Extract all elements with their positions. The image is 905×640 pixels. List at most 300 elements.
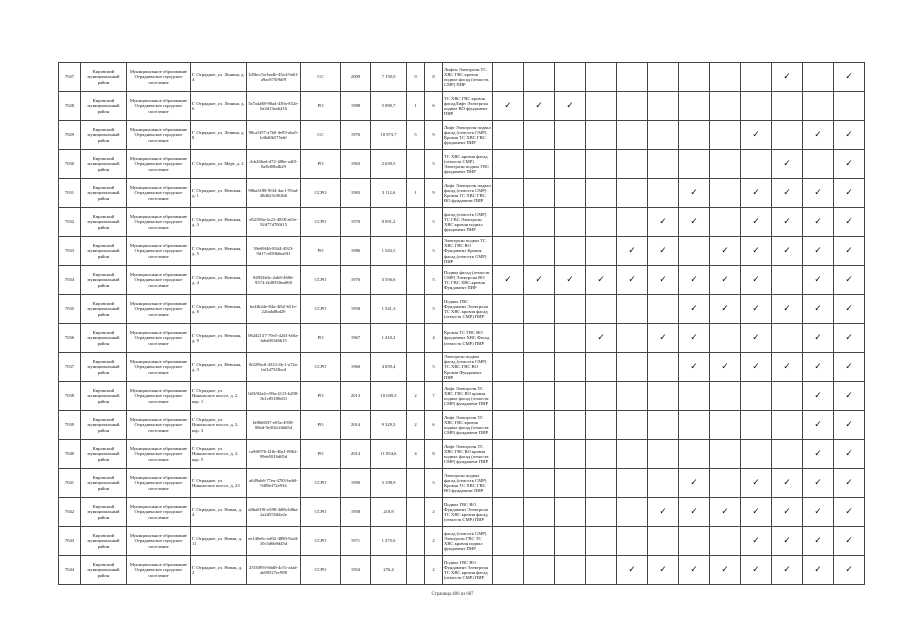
- year-cell: 1967: [341, 324, 371, 353]
- empty-check-cell: [586, 411, 617, 440]
- district-cell: Кировский муниципальный район: [81, 411, 127, 440]
- check-mark-icon: ✓: [772, 150, 803, 179]
- area-cell: 11 854,6: [371, 440, 407, 469]
- page-footer: Страница 486 из 687: [431, 592, 474, 597]
- empty-check-cell: [772, 324, 803, 353]
- table-row: [59, 353, 865, 382]
- area-cell: 7 150,0: [371, 63, 407, 92]
- check-mark-icon: ✓: [834, 179, 865, 208]
- row-number: 7027: [59, 63, 81, 92]
- empty-check-cell: [710, 92, 741, 121]
- check-mark-icon: ✓: [741, 295, 772, 324]
- owner-cell: Муниципальное образование Отрадненское городское поселение: [127, 92, 191, 121]
- empty-check-cell: [555, 237, 586, 266]
- floors-cell: [407, 150, 425, 179]
- owner-cell: Муниципальное образование Отрадненское городское поселение: [127, 63, 191, 92]
- empty-check-cell: [648, 92, 679, 121]
- works-cell: Лифт Электроэн подвал фасад (отмостк СМР) Кровля ТС ХВС ГВС ВО фундамент ПИР: [443, 179, 493, 208]
- area-cell: 10 973,7: [371, 121, 407, 150]
- check-mark-icon: ✓: [772, 63, 803, 92]
- table-row: [59, 179, 865, 208]
- type-cell: CCPO: [301, 353, 341, 382]
- works-cell: Подвал ГВС ВО Фундамент Электроэн ТС ХВС кровля фасад (отмостк СМР) ПИР: [443, 498, 493, 527]
- empty-check-cell: [586, 527, 617, 556]
- owner-cell: Муниципальное образование Отрадненское городское поселение: [127, 498, 191, 527]
- row-number: 7039: [59, 411, 81, 440]
- area-cell: 276,4: [371, 556, 407, 585]
- empty-check-cell: [555, 353, 586, 382]
- check-mark-icon: ✓: [834, 411, 865, 440]
- row-number: 7037: [59, 353, 81, 382]
- empty-check-cell: [772, 92, 803, 121]
- check-mark-icon: ✓: [710, 266, 741, 295]
- type-cell: PO: [301, 440, 341, 469]
- check-mark-icon: ✓: [772, 179, 803, 208]
- registry-table-sheet: [58, 62, 854, 585]
- check-mark-icon: ✓: [648, 266, 679, 295]
- check-mark-icon: ✓: [586, 266, 617, 295]
- check-mark-icon: ✓: [772, 527, 803, 556]
- area-cell: 2 639,5: [371, 150, 407, 179]
- empty-check-cell: [648, 121, 679, 150]
- check-mark-icon: ✓: [741, 266, 772, 295]
- works-cell: Подвал ГВС Фундамент Электроэн ТС ХВС кровля фасад (отмостк СМР) ПИР: [443, 295, 493, 324]
- table-row: [59, 237, 865, 266]
- year-cell: 1976: [341, 266, 371, 295]
- year-cell: 1958: [341, 295, 371, 324]
- empty-check-cell: [493, 556, 524, 585]
- works-cell: Электроэн подвал фасад (отмостк СМР) ТС ХВС ГВС ВО Кровля Фундамент ПИР: [443, 353, 493, 382]
- table-row: [59, 150, 865, 179]
- check-mark-icon: ✓: [710, 556, 741, 585]
- house-code-cell: 39e69f46-8344-4923-9d17-df59b6ea9f1: [247, 237, 301, 266]
- row-number: 7030: [59, 150, 81, 179]
- entrances-cell: 5: [425, 150, 443, 179]
- check-mark-icon: ✓: [803, 353, 834, 382]
- district-cell: Кировский муниципальный район: [81, 266, 127, 295]
- table-row: [59, 556, 865, 585]
- row-number: 7031: [59, 179, 81, 208]
- check-mark-icon: ✓: [710, 295, 741, 324]
- empty-check-cell: [617, 295, 648, 324]
- empty-check-cell: [617, 411, 648, 440]
- type-cell: PO: [301, 150, 341, 179]
- check-mark-icon: ✓: [834, 324, 865, 353]
- check-mark-icon: ✓: [617, 556, 648, 585]
- empty-check-cell: [772, 440, 803, 469]
- year-cell: 2014: [341, 440, 371, 469]
- type-cell: PO: [301, 382, 341, 411]
- empty-check-cell: [617, 208, 648, 237]
- entrances-cell: 2: [425, 556, 443, 585]
- address-cell: Г. Отрадное, ул. Новая, д. 4: [191, 498, 247, 527]
- floors-cell: [407, 498, 425, 527]
- owner-cell: Муниципальное образование Отрадненское городское поселение: [127, 469, 191, 498]
- check-mark-icon: ✓: [803, 179, 834, 208]
- empty-check-cell: [710, 527, 741, 556]
- floors-cell: 5: [407, 121, 425, 150]
- entrances-cell: 8: [425, 63, 443, 92]
- type-cell: CCPO: [301, 556, 341, 585]
- check-mark-icon: ✓: [772, 295, 803, 324]
- check-mark-icon: ✓: [741, 324, 772, 353]
- empty-check-cell: [555, 179, 586, 208]
- works-cell: ТС ХВС кровля фасад (отмостк СМР) Электроэн подвал ГВС фундамент ПИР: [443, 150, 493, 179]
- empty-check-cell: [741, 382, 772, 411]
- empty-check-cell: [586, 498, 617, 527]
- empty-check-cell: [493, 527, 524, 556]
- district-cell: Кировский муниципальный район: [81, 63, 127, 92]
- year-cell: 1958: [341, 498, 371, 527]
- empty-check-cell: [803, 63, 834, 92]
- type-cell: PO: [301, 324, 341, 353]
- check-mark-icon: ✓: [741, 527, 772, 556]
- empty-check-cell: [679, 527, 710, 556]
- type-cell: CC: [301, 63, 341, 92]
- address-cell: Г. Отрадное, ул. Невская, д. 3: [191, 208, 247, 237]
- house-code-cell: 0f229bc6-4323-4fc1-a72a-faf1d75f3bcd: [247, 353, 301, 382]
- check-mark-icon: ✓: [679, 208, 710, 237]
- row-number: 7035: [59, 295, 81, 324]
- empty-check-cell: [648, 469, 679, 498]
- floors-cell: [407, 353, 425, 382]
- empty-check-cell: [679, 92, 710, 121]
- check-mark-icon: ✓: [803, 237, 834, 266]
- table-row: [59, 498, 865, 527]
- empty-check-cell: [648, 440, 679, 469]
- check-mark-icon: ✓: [586, 324, 617, 353]
- row-number: 7042: [59, 498, 81, 527]
- year-cell: 1954: [341, 556, 371, 585]
- area-cell: 5 198,9: [371, 469, 407, 498]
- empty-check-cell: [524, 150, 555, 179]
- check-mark-icon: ✓: [834, 121, 865, 150]
- entrances-cell: 7: [425, 382, 443, 411]
- owner-cell: Муниципальное образование Отрадненское городское поселение: [127, 121, 191, 150]
- address-cell: Г. Отрадное, ул. Никольское шоссе, д. 2, кор. 3: [191, 411, 247, 440]
- floors-cell: [407, 237, 425, 266]
- area-cell: 210,8: [371, 498, 407, 527]
- check-mark-icon: ✓: [803, 295, 834, 324]
- empty-check-cell: [493, 208, 524, 237]
- empty-check-cell: [617, 324, 648, 353]
- check-mark-icon: ✓: [834, 469, 865, 498]
- empty-check-cell: [493, 353, 524, 382]
- empty-check-cell: [741, 150, 772, 179]
- year-cell: 1983: [341, 179, 371, 208]
- floors-cell: 1: [407, 179, 425, 208]
- table-row: [59, 469, 865, 498]
- check-mark-icon: ✓: [741, 121, 772, 150]
- empty-check-cell: [772, 382, 803, 411]
- area-cell: 10 049,5: [371, 382, 407, 411]
- row-number: 7044: [59, 556, 81, 585]
- empty-check-cell: [586, 237, 617, 266]
- area-cell: 3 112,6: [371, 179, 407, 208]
- empty-check-cell: [524, 121, 555, 150]
- district-cell: Кировский муниципальный район: [81, 179, 127, 208]
- check-mark-icon: ✓: [803, 411, 834, 440]
- address-cell: Г. Отрадное, ул. Невская, д. 8: [191, 295, 247, 324]
- empty-check-cell: [710, 440, 741, 469]
- owner-cell: Муниципальное образование Отрадненское городское поселение: [127, 382, 191, 411]
- check-mark-icon: ✓: [834, 150, 865, 179]
- type-cell: PO: [301, 237, 341, 266]
- owner-cell: Муниципальное образование Отрадненское городское поселение: [127, 208, 191, 237]
- empty-check-cell: [679, 411, 710, 440]
- empty-check-cell: [524, 179, 555, 208]
- empty-check-cell: [586, 469, 617, 498]
- works-cell: Кровля ТС ГВС ВО фундамент ХВС Фасад (отмостк СМР) ПИР: [443, 324, 493, 353]
- empty-check-cell: [710, 121, 741, 150]
- house-code-cell: d4ba019f-e588-4d0b-b8ba-2a2d555d4e2e: [247, 498, 301, 527]
- check-mark-icon: ✓: [524, 92, 555, 121]
- empty-check-cell: [586, 353, 617, 382]
- check-mark-icon: ✓: [741, 237, 772, 266]
- check-mark-icon: ✓: [834, 556, 865, 585]
- empty-check-cell: [586, 150, 617, 179]
- empty-check-cell: [555, 440, 586, 469]
- empty-check-cell: [555, 498, 586, 527]
- empty-check-cell: [586, 382, 617, 411]
- check-mark-icon: ✓: [741, 556, 772, 585]
- entrances-cell: 2: [425, 498, 443, 527]
- floors-cell: 2: [407, 411, 425, 440]
- empty-check-cell: [493, 382, 524, 411]
- empty-check-cell: [524, 527, 555, 556]
- year-cell: 1963: [341, 150, 371, 179]
- empty-check-cell: [524, 440, 555, 469]
- empty-check-cell: [493, 63, 524, 92]
- empty-check-cell: [555, 324, 586, 353]
- works-cell: Лифты Электроэн ТС ХВС ГВС кровля подвал фасад (отмостк СМР) ПИР: [443, 63, 493, 92]
- empty-check-cell: [493, 237, 524, 266]
- check-mark-icon: ✓: [648, 556, 679, 585]
- check-mark-icon: ✓: [834, 295, 865, 324]
- owner-cell: Муниципальное образование Отрадненское городское поселение: [127, 324, 191, 353]
- area-cell: 3 556,6: [371, 266, 407, 295]
- empty-check-cell: [741, 92, 772, 121]
- check-mark-icon: ✓: [834, 237, 865, 266]
- row-number: 7028: [59, 92, 81, 121]
- entrances-cell: 5: [425, 469, 443, 498]
- floors-cell: 1: [407, 92, 425, 121]
- entrances-cell: 9: [425, 121, 443, 150]
- entrances-cell: 5: [425, 353, 443, 382]
- owner-cell: Муниципальное образование Отрадненское городское поселение: [127, 179, 191, 208]
- empty-check-cell: [555, 411, 586, 440]
- works-cell: Подвал фасад (отмостк СМР) Электроэн ВО ТС ГВС ХВС кровля Фундамент ПИР: [443, 266, 493, 295]
- row-number: 7033: [59, 237, 81, 266]
- floors-cell: [407, 469, 425, 498]
- empty-check-cell: [555, 295, 586, 324]
- owner-cell: Муниципальное образование Отрадненское городское поселение: [127, 411, 191, 440]
- house-code-cell: 84954b3c-2ab8-460b-9374-f2d8350ea860: [247, 266, 301, 295]
- row-number: 7038: [59, 382, 81, 411]
- check-mark-icon: ✓: [803, 324, 834, 353]
- entrances-cell: 5: [425, 208, 443, 237]
- row-number: 7029: [59, 121, 81, 150]
- empty-check-cell: [834, 92, 865, 121]
- check-mark-icon: ✓: [772, 237, 803, 266]
- district-cell: Кировский муниципальный район: [81, 382, 127, 411]
- check-mark-icon: ✓: [555, 266, 586, 295]
- address-cell: Г. Отрадное, ул. Невская, д. 3: [191, 353, 247, 382]
- year-cell: 2009: [341, 63, 371, 92]
- check-mark-icon: ✓: [803, 527, 834, 556]
- district-cell: Кировский муниципальный район: [81, 556, 127, 585]
- works-cell: ТС ХВС ГВС кровля фасадЛифт Электроэн подвал ВО фундамент ПИР: [443, 92, 493, 121]
- empty-check-cell: [493, 411, 524, 440]
- check-mark-icon: ✓: [834, 63, 865, 92]
- address-cell: Г. Отрадное, ул. Новая, д. 11: [191, 527, 247, 556]
- district-cell: Кировский муниципальный район: [81, 208, 127, 237]
- check-mark-icon: ✓: [772, 469, 803, 498]
- type-cell: CCPO: [301, 295, 341, 324]
- check-mark-icon: ✓: [741, 498, 772, 527]
- check-mark-icon: ✓: [803, 208, 834, 237]
- district-cell: Кировский муниципальный район: [81, 353, 127, 382]
- house-code-cell: 98ba3188-9f34-4ac1-95ad-48d623c002b6: [247, 179, 301, 208]
- house-code-cell: ca9f0976-f2fb-40a1-8962-99eb5816d65d: [247, 440, 301, 469]
- check-mark-icon: ✓: [834, 382, 865, 411]
- check-mark-icon: ✓: [617, 237, 648, 266]
- check-mark-icon: ✓: [710, 498, 741, 527]
- empty-check-cell: [493, 295, 524, 324]
- type-cell: CCPO: [301, 179, 341, 208]
- table-row: [59, 266, 865, 295]
- type-cell: CC: [301, 121, 341, 150]
- check-mark-icon: ✓: [803, 440, 834, 469]
- district-cell: Кировский муниципальный район: [81, 150, 127, 179]
- area-cell: 1 543,5: [371, 237, 407, 266]
- year-cell: 2014: [341, 411, 371, 440]
- check-mark-icon: ✓: [772, 498, 803, 527]
- check-mark-icon: ✓: [803, 556, 834, 585]
- empty-check-cell: [772, 411, 803, 440]
- check-mark-icon: ✓: [524, 266, 555, 295]
- empty-check-cell: [679, 440, 710, 469]
- empty-check-cell: [493, 179, 524, 208]
- check-mark-icon: ✓: [803, 382, 834, 411]
- entrances-cell: 9: [425, 179, 443, 208]
- table-row: [59, 121, 865, 150]
- empty-check-cell: [586, 295, 617, 324]
- address-cell: Г. Отрадное, ул. Невская, д. 1: [191, 179, 247, 208]
- works-cell: Лифт Электроэн ТС ХВС ГВС ВО кровля подвал фасад (отмостк СМР) фундамент ПИР: [443, 382, 493, 411]
- entrances-cell: 5: [425, 237, 443, 266]
- row-number: 7043: [59, 527, 81, 556]
- empty-check-cell: [648, 179, 679, 208]
- house-code-cell: 25f3f893-66d8-4c51-afad-ab99527ec998: [247, 556, 301, 585]
- check-mark-icon: ✓: [679, 353, 710, 382]
- table-row: [59, 63, 865, 92]
- owner-cell: Муниципальное образование Отрадненское городское поселение: [127, 353, 191, 382]
- empty-check-cell: [710, 63, 741, 92]
- empty-check-cell: [679, 150, 710, 179]
- empty-check-cell: [803, 150, 834, 179]
- empty-check-cell: [524, 382, 555, 411]
- address-cell: Г. Отрадное, ул. Ленина, д. 8: [191, 121, 247, 150]
- house-code-cell: be4fb2de-84a-4f62-b51e-22fada8bd29: [247, 295, 301, 324]
- check-mark-icon: ✓: [679, 266, 710, 295]
- district-cell: Кировский муниципальный район: [81, 469, 127, 498]
- empty-check-cell: [710, 208, 741, 237]
- check-mark-icon: ✓: [617, 266, 648, 295]
- empty-check-cell: [555, 469, 586, 498]
- check-mark-icon: ✓: [803, 121, 834, 150]
- address-cell: Г. Отрадное, ул. Невская, д. 9: [191, 324, 247, 353]
- type-cell: CCPO: [301, 208, 341, 237]
- check-mark-icon: ✓: [834, 440, 865, 469]
- floors-cell: [407, 208, 425, 237]
- type-cell: CCPO: [301, 498, 341, 527]
- address-cell: Г. Отрадное, ул. Ленина, д. 6: [191, 92, 247, 121]
- empty-check-cell: [710, 324, 741, 353]
- works-cell: фасад (отмостк СМР) Электроэн ГВС ТС ХВС кровля подвал фундамент ПИР: [443, 527, 493, 556]
- row-number: 7034: [59, 266, 81, 295]
- house-code-cell: b08b6037-e05a-4938-88ed-5e302cf4b65d: [247, 411, 301, 440]
- year-cell: 2013: [341, 382, 371, 411]
- empty-check-cell: [679, 63, 710, 92]
- empty-check-cell: [493, 469, 524, 498]
- year-cell: 1970: [341, 208, 371, 237]
- check-mark-icon: ✓: [679, 179, 710, 208]
- empty-check-cell: [524, 237, 555, 266]
- address-cell: Г. Отрадное, ул. Март, д. 2: [191, 150, 247, 179]
- empty-check-cell: [524, 324, 555, 353]
- table-row: [59, 324, 865, 353]
- type-cell: CCPO: [301, 469, 341, 498]
- year-cell: 1960: [341, 353, 371, 382]
- owner-cell: Муниципальное образование Отрадненское городское поселение: [127, 295, 191, 324]
- table-row: [59, 382, 865, 411]
- floors-cell: 4: [407, 440, 425, 469]
- empty-check-cell: [524, 295, 555, 324]
- check-mark-icon: ✓: [710, 353, 741, 382]
- empty-check-cell: [648, 527, 679, 556]
- check-mark-icon: ✓: [679, 498, 710, 527]
- floors-cell: [407, 266, 425, 295]
- floors-cell: [407, 324, 425, 353]
- owner-cell: Муниципальное образование Отрадненское городское поселение: [127, 266, 191, 295]
- type-cell: CCPO: [301, 266, 341, 295]
- district-cell: Кировский муниципальный район: [81, 498, 127, 527]
- house-code-cell: ee140e6c-ed02-4880-9a2d-10c5d6b9d45d: [247, 527, 301, 556]
- check-mark-icon: ✓: [803, 469, 834, 498]
- check-mark-icon: ✓: [493, 92, 524, 121]
- entrances-cell: 4: [425, 324, 443, 353]
- works-cell: Электроэн подвал фасад (отмостк СМР) Кровля ТС ХВС ГВС ВО фундамент ПИР: [443, 469, 493, 498]
- house-code-cell: 1d5bcc5a-bn4b-45a4-9a61-a9ac875f9df9: [247, 63, 301, 92]
- registry-table: [58, 62, 865, 585]
- check-mark-icon: ✓: [772, 208, 803, 237]
- empty-check-cell: [524, 63, 555, 92]
- empty-check-cell: [586, 92, 617, 121]
- check-mark-icon: ✓: [834, 266, 865, 295]
- empty-check-cell: [586, 556, 617, 585]
- table-row: [59, 92, 865, 121]
- empty-check-cell: [524, 556, 555, 585]
- entrances-cell: 2: [425, 527, 443, 556]
- year-cell: 1971: [341, 527, 371, 556]
- works-cell: Лифт Электроэн ТС ХВС ГВС кровля подвал фасад (отмостк СМР) фундамент ПИР: [443, 411, 493, 440]
- owner-cell: Муниципальное образование Отрадненское городское поселение: [127, 440, 191, 469]
- area-cell: 1 410,2: [371, 324, 407, 353]
- area-cell: 8 091,2: [371, 208, 407, 237]
- empty-check-cell: [772, 266, 803, 295]
- table-row: [59, 295, 865, 324]
